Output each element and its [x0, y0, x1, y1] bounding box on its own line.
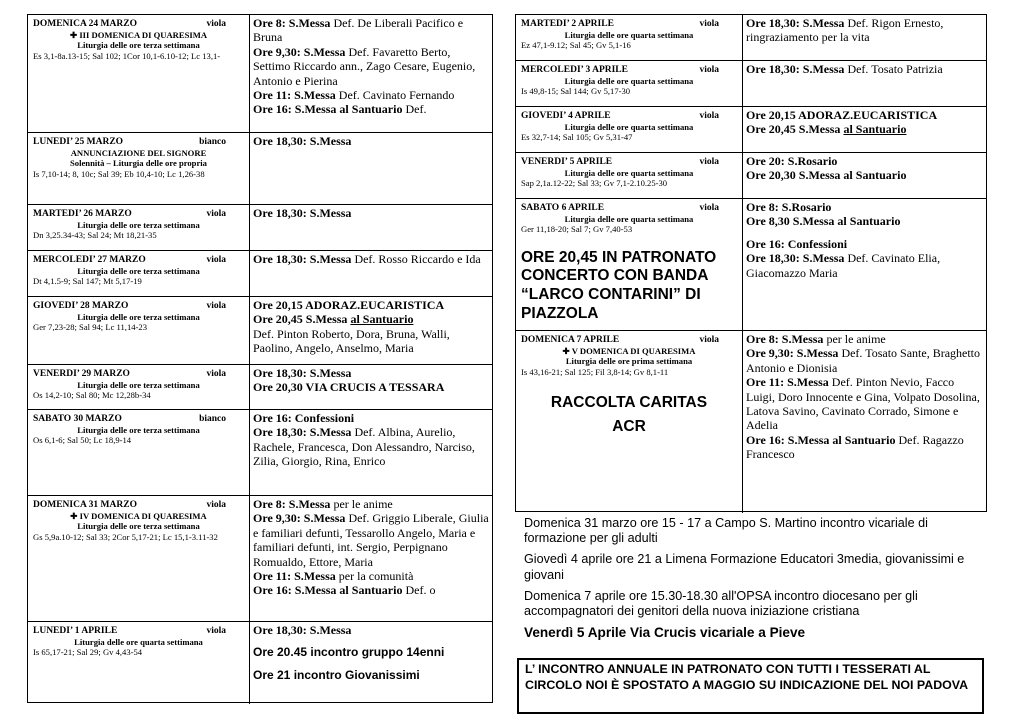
- mass-time: Ore 16: S.Messa al Santuario: [746, 432, 896, 447]
- liturgical-color: viola: [699, 111, 719, 121]
- readings: Os 6,1-6; Sal 50; Lc 18,9-14: [33, 435, 132, 446]
- masses-cell: [743, 15, 986, 60]
- mass-time: Ore 16: Confessioni: [746, 236, 848, 251]
- day-cell: [28, 205, 250, 250]
- feast-name: V DOMENICA DI QUARESIMA: [571, 345, 696, 356]
- mass-time: Ore 20,15 ADORAZ.EUCARISTICA: [746, 108, 938, 122]
- day-heading: [33, 626, 244, 637]
- day-heading: [33, 19, 244, 30]
- day-cell: [28, 622, 250, 704]
- liturgy-week: Liturgia delle ore quarta settimana: [564, 167, 694, 178]
- readings: Es 32,7-14; Sal 105; Gv 5,31-47: [521, 132, 633, 143]
- mass-time: Ore 18,30: S.Messa: [746, 16, 845, 30]
- mass-entry: [253, 16, 489, 45]
- readings: Es 3,1-8a.13-15; Sal 102; 1Cor 10,1-6.10-12; Lc 13,1-: [33, 50, 221, 61]
- mass-place: al Santuario: [350, 312, 414, 327]
- mass-time: Ore 18,30: S.Messa: [253, 425, 352, 440]
- mass-entry: [253, 327, 489, 356]
- masses-cell: [250, 133, 492, 204]
- day-row: [28, 251, 492, 297]
- day-heading: [33, 301, 244, 312]
- mass-intention: Def. Griggio Liberale, Giulia e familiari defunti, Tessarollo Angelo, Maria e familiari defunti, int. Sergio, Perpignano Romualdo, Ettore, Maria: [253, 511, 489, 569]
- mass-place: al Santuario: [843, 122, 907, 137]
- day-row: [28, 410, 492, 496]
- cross-icon: ✚: [69, 29, 80, 40]
- mass-time: Ore 20,15 ADORAZ.EUCARISTICA: [253, 298, 445, 312]
- day-row: [516, 15, 986, 61]
- day-heading: [521, 157, 737, 168]
- day-date: SABATO 6 APRILE: [521, 203, 605, 213]
- mass-entry: [746, 346, 983, 375]
- notice-item: Domenica 31 marzo ore 15 - 17 a Campo S. Martino incontro vicariale di formazione per gli adulti: [524, 516, 928, 546]
- day-cell: [516, 153, 743, 198]
- day-date: DOMENICA 24 MARZO: [33, 19, 137, 29]
- mass-intention: Def. Rigon Ernesto, ringraziamento per la vita: [746, 16, 944, 45]
- day-heading: [521, 335, 737, 346]
- day-date: LUNEDI’ 1 APRILE: [33, 626, 118, 636]
- readings: Dt 4,1.5-9; Sal 147; Mt 5,17-19: [33, 276, 142, 287]
- feast-name: IV DOMENICA DI QUARESIMA: [79, 510, 207, 521]
- mass-intention: per la comunità: [335, 569, 414, 584]
- liturgical-color: viola: [699, 157, 719, 167]
- day-date: LUNEDI’ 25 MARZO: [33, 137, 124, 147]
- readings: Os 14,2-10; Sal 80; Mc 12,28b-34: [33, 390, 151, 401]
- day-row: [516, 153, 986, 199]
- mass-entry: [253, 134, 489, 148]
- notice-item: Domenica 7 aprile ore 15.30-18.30 all'OPSA incontro diocesano per gli accompagnatori dei genitori della nuova iniziazione cristiana: [524, 588, 918, 619]
- masses-cell: [743, 107, 986, 152]
- masses-cell: [743, 331, 986, 513]
- mass-entry: [253, 511, 489, 569]
- mass-intention: Def. Tosato Patrizia: [844, 62, 943, 76]
- mass-intention: Def. Cavinato Fernando: [335, 88, 455, 103]
- mass-time: Ore 20,30 VIA CRUCIS A TESSARA: [253, 380, 445, 395]
- day-row: [28, 365, 492, 410]
- day-row: [516, 61, 986, 107]
- mass-intention: Def. Cavinato Elia, Giacomazzo Maria: [746, 251, 941, 280]
- day-heading: [33, 369, 244, 380]
- liturgical-color: viola: [206, 500, 226, 510]
- liturgical-color: viola: [699, 203, 719, 213]
- liturgical-color: bianco: [199, 137, 226, 147]
- mass-entry: [253, 206, 489, 220]
- day-row: [28, 622, 492, 704]
- day-heading: [521, 111, 737, 122]
- mass-intention: per le anime: [330, 497, 393, 511]
- mass-entry: [746, 154, 983, 168]
- day-date: DOMENICA 7 APRILE: [521, 335, 620, 345]
- liturgical-color: viola: [206, 255, 226, 265]
- liturgical-color: viola: [206, 19, 226, 29]
- mass-entry: [746, 332, 983, 346]
- mass-intention: Def. Favaretto Berto, Settimo Riccardo ann., Zago Cesare, Eugenio, Antonio e Pierina: [253, 44, 476, 88]
- liturgy-week: Liturgia delle ore terza settimana: [77, 265, 200, 276]
- liturgy-week: Liturgia delle ore quarta settimana: [564, 75, 694, 86]
- mass-time: Ore 20.45 incontro gruppo 14enni: [253, 645, 445, 660]
- masses-cell: [743, 153, 986, 198]
- mass-time: Ore 9,30: S.Messa: [253, 44, 346, 59]
- cross-icon: ✚: [70, 510, 80, 521]
- liturgy-week: Liturgia delle ore terza settimana: [77, 521, 200, 532]
- mass-entry: [253, 312, 489, 326]
- mass-intention: Def. Pinton Roberto, Dora, Bruna, Walli, Paolino, Angelo, Anselmo, Maria: [253, 326, 450, 356]
- mass-intention: Def. Albina, Aurelio, Rachele, Francesca, Don Alessandro, Narciso, Zilia, Giorgio, Rina, Enrico: [253, 425, 475, 469]
- mass-time: Ore 16: Confessioni: [253, 411, 355, 425]
- mass-time: Ore 16: S.Messa al Santuario: [253, 583, 403, 598]
- masses-cell: [250, 410, 492, 495]
- schedule-right-column: [515, 14, 987, 512]
- feast-title: [33, 30, 244, 41]
- readings: Is 49,8-15; Sal 144; Gv 5,17-30: [521, 86, 631, 97]
- day-heading: [33, 414, 244, 425]
- mass-time: Ore 21 incontro Giovanissimi: [253, 667, 420, 682]
- day-heading: [33, 137, 244, 148]
- liturgy-week: Solennità – Liturgia delle ore propria: [70, 158, 207, 169]
- mass-time: Ore 18,30: S.Messa: [253, 366, 352, 380]
- readings: Is 43,16-21; Sal 125; Fil 3,8-14; Gv 8,1-11: [521, 366, 669, 377]
- liturgy-week: Liturgia delle ore quarta settimana: [74, 636, 203, 647]
- liturgy-week: Liturgia delle ore quarta settimana: [564, 213, 694, 224]
- caritas-sub: ACR: [612, 418, 646, 436]
- day-cell: [516, 331, 743, 513]
- mass-entry: [253, 380, 489, 394]
- day-heading: [521, 65, 737, 76]
- mass-entry: [253, 366, 489, 380]
- mass-time: Ore 18,30: S.Messa: [746, 62, 845, 76]
- mass-intention: per le anime: [823, 332, 886, 346]
- day-date: MARTEDI’ 2 APRILE: [521, 19, 614, 29]
- day-date: MARTEDI’ 26 MARZO: [33, 209, 132, 219]
- caritas-title: RACCOLTA CARITAS: [550, 394, 708, 412]
- day-cell: [28, 496, 250, 621]
- feast-title: [33, 148, 244, 159]
- liturgical-color: viola: [699, 19, 719, 29]
- mass-time: Ore 8: S.Messa: [746, 332, 824, 346]
- day-heading: [33, 255, 244, 266]
- boxed-notice: L’ INCONTRO ANNUALE IN PATRONATO CON TUTTI I TESSERATI AL CIRCOLO NOI È SPOSTATO A MAGGIO SU INDICAZIONE DEL NOI PADOVA: [517, 658, 984, 714]
- mass-time: Ore 8: S.Messa: [253, 497, 331, 511]
- mass-entry: [253, 623, 489, 637]
- mass-entry: [746, 214, 983, 228]
- mass-intention: Def. o: [402, 583, 436, 598]
- mass-entry: [253, 252, 489, 266]
- day-row: [28, 205, 492, 251]
- mass-entry: [253, 425, 489, 468]
- masses-cell: [250, 297, 492, 364]
- day-date: SABATO 30 MARZO: [33, 414, 122, 424]
- day-cell: [516, 199, 743, 330]
- liturgy-week: Liturgia delle ore quarta settimana: [564, 121, 694, 132]
- liturgical-color: viola: [699, 335, 719, 345]
- readings: Is 7,10-14; 8, 10c; Sal 39; Eb 10,4-10; Lc 1,26-38: [33, 168, 205, 179]
- day-row: [516, 107, 986, 153]
- day-date: VENERDI’ 29 MARZO: [33, 369, 130, 379]
- day-date: DOMENICA 31 MARZO: [33, 500, 137, 510]
- day-row: [516, 199, 986, 331]
- mass-time: Ore 18,30: S.Messa: [253, 623, 352, 637]
- day-row: [28, 297, 492, 365]
- mass-intention: Def. Rosso Riccardo e Ida: [351, 252, 481, 266]
- spacer: [746, 229, 983, 237]
- masses-cell: [743, 199, 986, 330]
- day-date: MERCOLEDI’ 27 MARZO: [33, 255, 146, 265]
- day-date: MERCOLEDI’ 3 APRILE: [521, 65, 628, 75]
- readings: Sap 2,1a.12-22; Sal 33; Gv 7,1-2.10.25-30: [521, 178, 668, 189]
- masses-cell: [250, 622, 492, 704]
- mass-entry: [746, 251, 983, 280]
- day-heading: [33, 500, 244, 511]
- mass-time: Ore 8: S.Messa: [253, 16, 331, 30]
- notice-item: Giovedì 4 aprile ore 21 a Limena Formazione Educatori 3media, giovanissimi e giovani: [524, 552, 965, 582]
- mass-entry: [746, 108, 983, 122]
- mass-entry: [253, 88, 489, 102]
- day-date: GIOVEDI’ 4 APRILE: [521, 111, 611, 121]
- liturgical-color: viola: [206, 626, 226, 636]
- mass-time: Ore 9,30: S.Messa: [746, 346, 839, 361]
- masses-cell: [250, 365, 492, 409]
- readings: Is 65,17-21; Sal 29; Gv 4,43-54: [33, 647, 143, 658]
- mass-intention: Def. Tosato Sante, Braghetto Antonio e Dionisia: [746, 346, 981, 375]
- day-date: GIOVEDI’ 28 MARZO: [33, 301, 129, 311]
- mass-time: Ore 18,30: S.Messa: [746, 251, 845, 266]
- readings: Ger 11,18-20; Sal 7; Gv 7,40-53: [521, 224, 633, 235]
- liturgy-week: Liturgia delle ore terza settimana: [77, 424, 200, 435]
- mass-time: Ore 20,45 S.Messa: [253, 312, 351, 327]
- readings: Dn 3,25.34-43; Sal 24; Mt 18,21-35: [33, 230, 157, 241]
- mass-entry: [253, 645, 489, 659]
- feast-name: ANNUNCIAZIONE DEL SIGNORE: [70, 147, 207, 158]
- mass-time: Ore 20,30 S.Messa al Santuario: [746, 168, 907, 183]
- readings: Ez 47,1-9.12; Sal 45; Gv 5,1-16: [521, 40, 631, 51]
- notice-item-highlight: Venerdì 5 Aprile Via Crucis vicariale a Pieve: [524, 625, 806, 641]
- mass-entry: [746, 16, 983, 45]
- liturgy-week: Liturgia delle ore terza settimana: [77, 40, 200, 51]
- day-cell: [516, 15, 743, 60]
- caritas-banner: [521, 391, 737, 439]
- mass-intention: Def. Pinton Nevio, Facco Luigi, Doro Innocente e Gina, Volpato Dosolina, Latova Savino, Cavinato Corrado, Simone e Adelia: [746, 375, 980, 433]
- mass-intention: Def. Ragazzo Francesco: [746, 432, 964, 462]
- mass-time: Ore 16: S.Messa al Santuario: [253, 102, 403, 117]
- mass-time: Ore 20: S.Rosario: [746, 154, 838, 168]
- mass-entry: [746, 237, 983, 251]
- day-cell: [28, 251, 250, 296]
- day-row: [28, 15, 492, 133]
- liturgy-week: Liturgia delle ore terza settimana: [77, 219, 200, 230]
- liturgical-color: viola: [206, 301, 226, 311]
- day-row: [28, 133, 492, 205]
- masses-cell: [250, 251, 492, 296]
- notices-section: [520, 516, 988, 646]
- mass-entry: [746, 433, 983, 462]
- day-cell: [516, 107, 743, 152]
- day-heading: [521, 19, 737, 30]
- feast-name: III DOMENICA DI QUARESIMA: [79, 29, 208, 40]
- mass-intention: Def. De Liberali Pacifico e Bruna: [253, 16, 464, 45]
- mass-time: Ore 18,30: S.Messa: [253, 206, 352, 220]
- liturgy-week: Liturgia delle ore prima settimana: [565, 356, 693, 367]
- day-cell: [516, 61, 743, 106]
- masses-cell: [250, 205, 492, 250]
- mass-time: Ore 11: S.Messa: [746, 375, 829, 390]
- day-row: [516, 331, 986, 513]
- liturgical-color: bianco: [199, 414, 226, 424]
- day-cell: [28, 133, 250, 204]
- event-banner: ORE 20,45 IN PATRONATO CONCERTO CON BANDA “LARCO CONTARINI” DI PIAZZOLA: [521, 248, 717, 322]
- mass-entry: [746, 200, 983, 214]
- mass-time: Ore 8: S.Rosario: [746, 200, 832, 214]
- mass-entry: [253, 102, 489, 116]
- mass-entry: [253, 583, 489, 597]
- mass-time: Ore 18,30: S.Messa: [253, 134, 352, 148]
- liturgy-week: Liturgia delle ore quarta settimana: [564, 29, 694, 40]
- day-cell: [28, 297, 250, 364]
- liturgical-color: viola: [699, 65, 719, 75]
- mass-entry: [746, 375, 983, 433]
- schedule-left-column: [27, 14, 493, 703]
- mass-entry: [253, 45, 489, 88]
- day-cell: [28, 365, 250, 409]
- day-row: [28, 496, 492, 622]
- mass-entry: [253, 569, 489, 583]
- mass-time: Ore 20,45 S.Messa: [746, 122, 844, 137]
- mass-entry: [746, 122, 983, 136]
- feast-title: [33, 511, 244, 522]
- mass-entry: [746, 62, 983, 76]
- liturgy-week: Liturgia delle ore terza settimana: [77, 311, 200, 322]
- mass-intention: Def.: [402, 102, 427, 117]
- mass-time: Ore 11: S.Messa: [253, 88, 336, 103]
- day-date: VENERDI’ 5 APRILE: [521, 157, 613, 167]
- mass-entry: [253, 668, 489, 682]
- masses-cell: [250, 15, 492, 132]
- masses-cell: [743, 61, 986, 106]
- mass-entry: [253, 411, 489, 425]
- liturgical-color: viola: [206, 369, 226, 379]
- day-cell: [28, 410, 250, 495]
- day-heading: [33, 209, 244, 220]
- mass-time: Ore 9,30: S.Messa: [253, 511, 346, 526]
- day-heading: [521, 203, 737, 214]
- mass-time: Ore 11: S.Messa: [253, 569, 336, 584]
- readings: Gs 5,9a.10-12; Sal 33; 2Cor 5,17-21; Lc 15,1-3.11-32: [33, 531, 218, 542]
- mass-time: Ore 8,30 S.Messa al Santuario: [746, 214, 901, 229]
- masses-cell: [250, 496, 492, 621]
- mass-entry: [253, 298, 489, 312]
- day-cell: [28, 15, 250, 132]
- readings: Ger 7,23-28; Sal 94; Lc 11,14-23: [33, 322, 148, 333]
- mass-entry: [746, 168, 983, 182]
- liturgy-week: Liturgia delle ore terza settimana: [77, 379, 200, 390]
- mass-time: Ore 18,30: S.Messa: [253, 252, 352, 266]
- feast-title: [521, 346, 737, 357]
- liturgical-color: viola: [206, 209, 226, 219]
- cross-icon: ✚: [562, 345, 572, 356]
- mass-entry: [253, 497, 489, 511]
